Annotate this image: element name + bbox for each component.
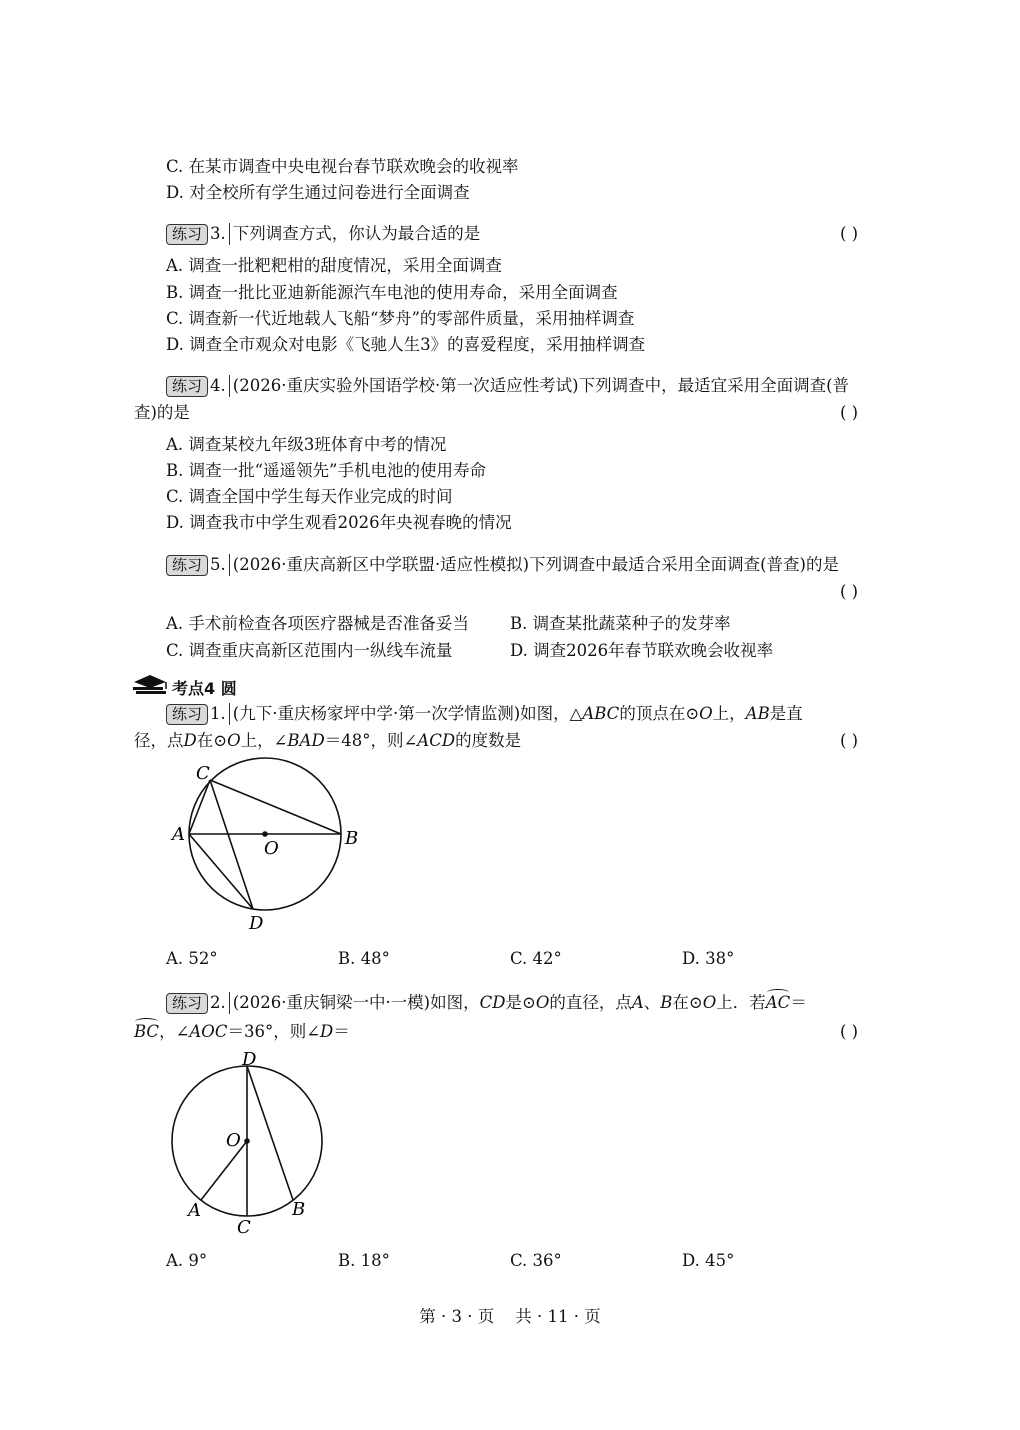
exercise-4-option-b: B. 调查一批“遥遥领先”手机电池的使用寿命 — [166, 461, 486, 480]
math-text: 上，∠ — [240, 731, 288, 750]
math-text: 的直径，点 — [549, 993, 632, 1012]
carryover-option-c: C. 在某市调查中央电视台春节联欢晚会的收视率 — [166, 157, 519, 176]
question-2-option-c: C. 36° — [510, 1251, 562, 1270]
math-text: 在⊙ — [196, 731, 228, 750]
question-1-option-c: C. 42° — [510, 949, 562, 968]
exercise-3-option-a: A. 调查一批粑粑柑的甜度情况，采用全面调查 — [166, 256, 502, 275]
answer-paren: ( ) — [840, 224, 859, 243]
section-title: 考点4 圆 — [172, 679, 237, 698]
math-text: ＝48°，则∠ — [324, 731, 418, 750]
fig2-label-c: C — [237, 1217, 251, 1238]
figure-1-circle — [160, 752, 370, 937]
answer-paren: ( ) — [840, 1022, 859, 1041]
exercise-3-option-d: D. 调查全市观众对电影《飞驰人生3》的喜爱程度，采用抽样调查 — [166, 335, 646, 354]
fig1-line-cd — [210, 780, 253, 909]
exercise-number: 5. — [210, 554, 230, 576]
fig2-label-o: O — [226, 1130, 241, 1151]
math-arc: BC — [134, 1022, 160, 1041]
math-var: D — [183, 731, 197, 750]
math-var: O — [702, 993, 717, 1012]
math-var: ACD — [417, 731, 456, 750]
question-1-stem-cont — [134, 730, 521, 752]
answer-paren: ( ) — [840, 582, 859, 601]
math-var: O — [699, 704, 713, 723]
math-text: ＝ — [790, 993, 807, 1012]
exercise-5-stem — [166, 554, 839, 576]
fig1-label-d: D — [249, 913, 264, 934]
math-var: BAD — [287, 731, 325, 750]
math-arc: AC — [765, 993, 791, 1012]
math-text: 的顶点在⊙ — [619, 704, 700, 723]
math-text: 上．若 — [716, 993, 766, 1012]
exercise-tag: 练习 — [166, 376, 208, 397]
exercise-tag: 练习 — [166, 555, 208, 576]
question-2-option-b: B. 18° — [338, 1251, 390, 1270]
math-text: 的度数是 — [455, 731, 522, 750]
math-var: O — [535, 993, 550, 1012]
fig1-center-dot — [262, 831, 268, 837]
question-2-source: (2026·重庆铜梁一中·一模)如图， — [232, 993, 480, 1012]
question-2-stem-cont — [134, 1021, 350, 1043]
fig2-label-a: A — [188, 1200, 201, 1221]
fig1-line-cb — [210, 780, 341, 834]
exercise-3-stem — [166, 223, 480, 245]
exercise-4-option-c: C. 调查全国中学生每天作业完成的时间 — [166, 487, 453, 506]
exercise-4-stem — [166, 375, 849, 397]
exercise-tag: 练习 — [166, 224, 208, 245]
exercise-3-text: 下列调查方式，你认为最合适的是 — [232, 224, 481, 243]
math-text: 在⊙ — [672, 993, 703, 1012]
fig1-label-b: B — [345, 828, 359, 849]
exercise-4-option-a: A. 调查某校九年级3班体育中考的情况 — [166, 435, 447, 454]
fig1-label-c: C — [196, 763, 210, 784]
exercise-5-option-c: C. 调查重庆高新区范围内一纵线车流量 — [166, 641, 453, 660]
math-text: ＝ — [333, 1022, 350, 1041]
exercise-4-text: (2026·重庆实验外国语学校·第一次适应性考试)下列调查中，最适宜采用全面调查(普 — [232, 376, 850, 395]
exercise-tag: 练习 — [166, 993, 208, 1014]
fig2-line-db — [247, 1066, 293, 1200]
math-var: A — [631, 993, 644, 1012]
question-1-option-a: A. 52° — [166, 949, 218, 968]
exercise-4-stem-cont: 查)的是 — [134, 403, 190, 422]
exercise-number: 4. — [210, 375, 230, 397]
exercise-5-option-b: B. 调查某批蔬菜种子的发芽率 — [510, 614, 731, 633]
math-var: AB — [745, 704, 770, 723]
math-var: B — [660, 993, 673, 1012]
question-1-option-d: D. 38° — [682, 949, 735, 968]
exercise-3-option-c: C. 调查新一代近地载人飞船“梦舟”的零部件质量，采用抽样调查 — [166, 309, 635, 328]
question-1-source: (九下·重庆杨家坪中学·第一次学情监测)如图， — [232, 704, 570, 723]
exercise-tag: 练习 — [166, 704, 208, 725]
math-text: 是直 — [769, 704, 803, 723]
math-text: 上， — [712, 704, 746, 723]
math-triangle: △ABC — [569, 704, 620, 723]
fig1-line-ac — [189, 780, 210, 834]
exercise-3-option-b: B. 调查一批比亚迪新能源汽车电池的使用寿命，采用全面调查 — [166, 283, 618, 302]
answer-paren: ( ) — [840, 731, 859, 750]
math-text: 、 — [643, 993, 661, 1012]
math-text: ，∠ — [159, 1022, 190, 1041]
math-text: 是⊙ — [505, 993, 536, 1012]
exercise-5-option-d: D. 调查2026年春节联欢晚会收视率 — [510, 641, 774, 660]
question-2-option-d: D. 45° — [682, 1251, 735, 1270]
exercise-number: 1. — [210, 703, 230, 725]
fig2-label-d: D — [242, 1049, 257, 1070]
math-var: D — [320, 1022, 334, 1041]
exercise-5-option-a: A. 手术前检查各项医疗器械是否准备妥当 — [166, 614, 469, 633]
question-1-option-b: B. 48° — [338, 949, 390, 968]
exercise-5-text: (2026·重庆高新区中学联盟·适应性模拟)下列调查中最适合采用全面调查(普查)的是 — [232, 555, 839, 574]
question-2-option-a: A. 9° — [166, 1251, 208, 1270]
question-2-stem — [166, 992, 807, 1014]
math-var: O — [227, 731, 241, 750]
question-1-stem — [166, 703, 803, 725]
section-book-icon — [130, 673, 170, 697]
carryover-option-d: D. 对全校所有学生通过问卷进行全面调查 — [166, 183, 470, 202]
figure-2-circle — [160, 1045, 360, 1240]
answer-paren: ( ) — [840, 403, 859, 422]
math-var: CD — [479, 993, 506, 1012]
math-var: AOC — [189, 1022, 228, 1041]
exercise-4-option-d: D. 调查我市中学生观看2026年央视春晚的情况 — [166, 513, 512, 532]
exercise-number: 3. — [210, 223, 230, 245]
fig1-label-a: A — [172, 824, 185, 845]
fig2-label-b: B — [292, 1199, 306, 1220]
math-text: ＝36°，则∠ — [227, 1022, 321, 1041]
fig2-center-dot — [244, 1138, 250, 1144]
fig1-label-o: O — [264, 838, 279, 859]
page-footer: 第 · 3 · 页 共 · 11 · 页 — [419, 1307, 601, 1326]
exercise-number: 2. — [210, 992, 230, 1014]
math-text: 径，点 — [134, 731, 184, 750]
